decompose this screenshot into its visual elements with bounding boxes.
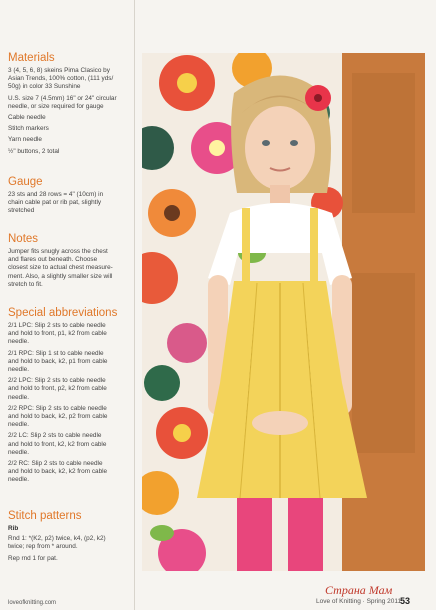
stitch-line: twice; rep from * around.	[8, 543, 78, 551]
footer-magazine: Love of Knitting · Spring 2011	[316, 598, 402, 605]
gauge-line: stretched	[8, 207, 35, 215]
materials-line: needle, or size required for gauge	[8, 102, 104, 110]
abbreviation-item	[8, 432, 132, 457]
abbreviations-heading: Special abbreviations	[8, 307, 118, 319]
abbreviation-line: needle.	[8, 448, 29, 456]
notes-line: ment. Also, a slightly smaller size will	[8, 272, 113, 280]
abbreviation-line: and hold to back, k2, k2 from cable	[8, 468, 108, 476]
rib-subheading: Rib	[8, 525, 19, 532]
materials-line: U.S. size 7 (4.5mm) 16" or 24" circular	[8, 94, 117, 102]
materials-line: 3 (4, 5, 6, 8) skeins Pima Clasico by	[8, 67, 110, 74]
abbreviation-item	[8, 377, 132, 402]
abbreviations-section	[8, 307, 132, 485]
notes-line: Jumper fits snugly across the chest	[8, 248, 108, 255]
abbreviation-line: needle.	[8, 421, 29, 429]
column-divider	[134, 0, 135, 610]
materials-line: Yarn needle	[8, 136, 42, 144]
materials-line: Cable needle	[8, 114, 46, 122]
abbreviation-item	[8, 460, 132, 485]
abbreviation-line: needle.	[8, 476, 29, 484]
materials-heading: Materials	[8, 52, 55, 64]
notes-heading: Notes	[8, 233, 39, 245]
abbreviation-line: and hold to front, p2, k2 from cable	[8, 385, 107, 393]
materials-section	[8, 52, 132, 156]
abbreviation-line: and hold to front, k2, k2 from cable	[8, 440, 107, 448]
girl-in-yellow-jumper-photo	[142, 53, 425, 571]
abbreviation-line: 2/1 LPC: Slip 2 sts to cable needle	[8, 322, 106, 329]
abbreviation-line: 2/2 RC: Slip 2 sts to cable needle	[8, 460, 103, 468]
gauge-line: chain cable pat or rib pat, slightly	[8, 199, 102, 207]
abbreviation-line: and hold to front, p1, k2 from cable	[8, 330, 107, 338]
footer-website: loveofknitting.com	[8, 600, 57, 606]
stitch-line: Rnd 1: *(K2, p2) twice, k4, (p2, k2)	[8, 535, 106, 543]
materials-line: ½" buttons, 2 total	[8, 147, 60, 155]
stitch-patterns-section	[8, 510, 132, 563]
abbreviation-line: 2/1 RPC: Slip 1 st to cable needle	[8, 349, 104, 357]
abbreviation-line: and hold to back, k2, p1 from cable	[8, 357, 108, 365]
abbreviation-line: and hold to back, k2, p2 from cable	[8, 413, 108, 421]
stitch-patterns-heading: Stitch patterns	[8, 510, 82, 522]
stitch-line: Rep rnd 1 for pat.	[8, 554, 58, 562]
abbreviation-line: 2/2 LPC: Slip 2 sts to cable needle	[8, 377, 106, 385]
abbreviation-line: 2/2 RPC: Slip 2 sts to cable needle	[8, 404, 107, 412]
abbreviation-item	[8, 350, 132, 375]
photo-illustration	[142, 53, 425, 571]
abbreviation-line: 2/2 LC: Slip 2 sts to cable needle	[8, 432, 102, 440]
materials-line: 50g) in color 33 Sunshine	[8, 83, 81, 91]
notes-line: stretch to fit.	[8, 280, 43, 288]
notes-section	[8, 233, 132, 289]
gauge-line: 23 sts and 28 rows = 4" (10cm) in	[8, 191, 104, 198]
gauge-heading: Gauge	[8, 176, 43, 188]
abbreviation-line: needle.	[8, 366, 29, 374]
page-number: 53	[400, 596, 411, 606]
materials-line: Stitch markers	[8, 125, 49, 133]
notes-line: closest size to actual chest measure-	[8, 264, 113, 272]
materials-line: Asian Trends, 100% cotton, (111 yds/	[8, 75, 114, 83]
abbreviation-item	[8, 405, 132, 430]
abbreviation-item	[8, 322, 132, 347]
abbreviation-line: needle.	[8, 393, 29, 401]
gauge-section	[8, 176, 132, 216]
notes-line: and flares out beneath. Choose	[8, 256, 98, 264]
watermark: Страна Мам	[325, 583, 393, 597]
abbreviation-line: needle.	[8, 338, 29, 346]
